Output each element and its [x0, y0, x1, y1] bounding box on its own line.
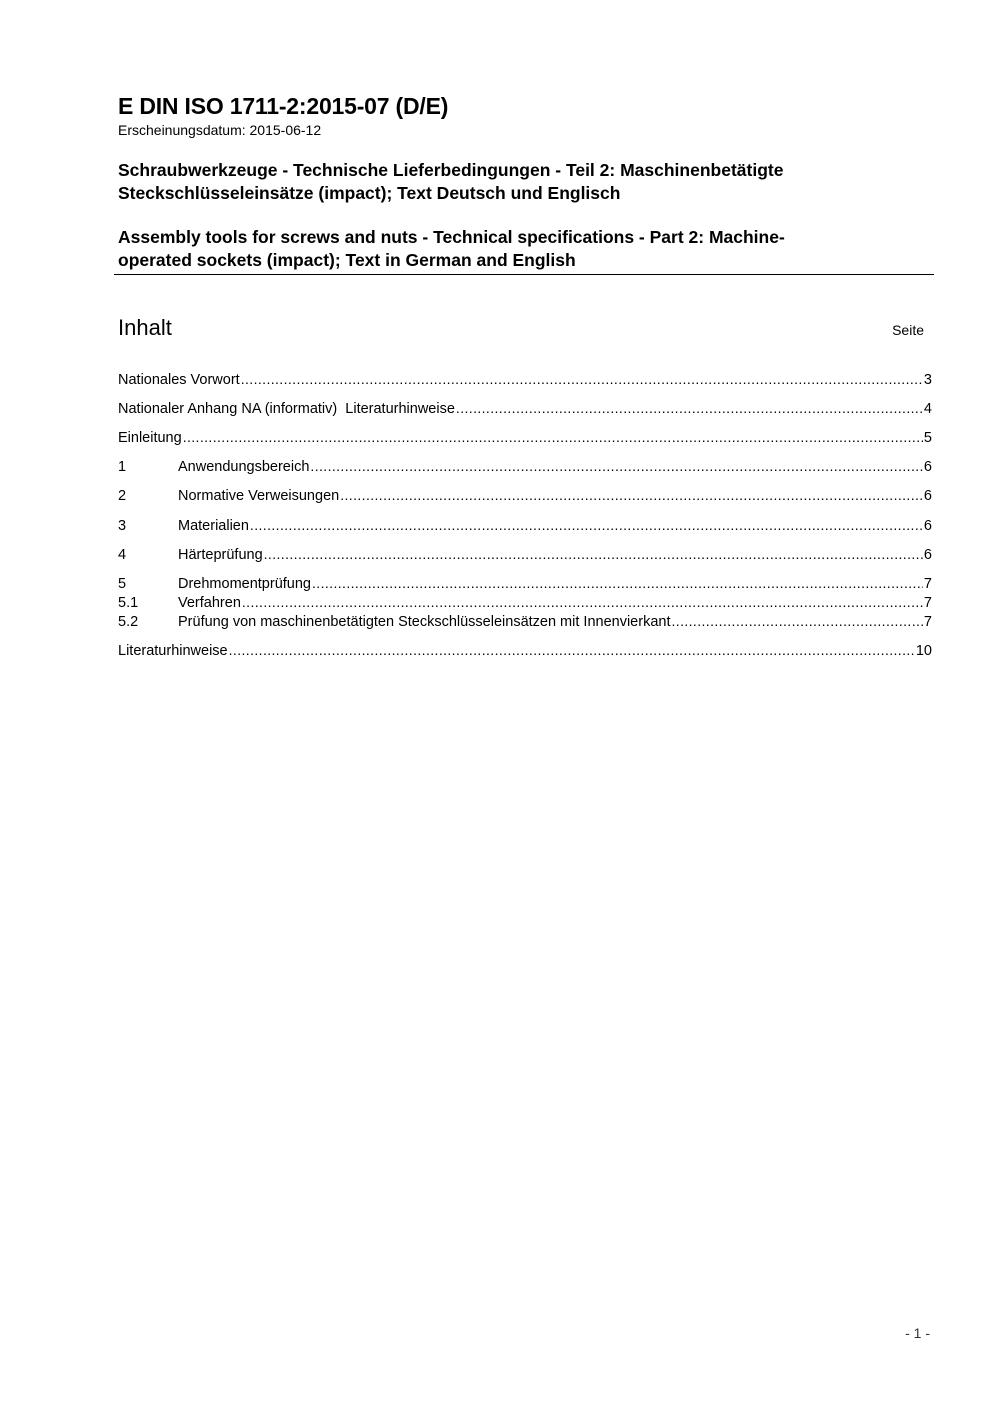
toc-entry[interactable]: [118, 612, 932, 631]
toc-leader-dots: [183, 428, 923, 447]
toc-entry-page: 7: [923, 576, 932, 592]
title-german: [118, 159, 908, 205]
toc-entry[interactable]: [118, 399, 932, 418]
toc-entry-page: 3: [923, 372, 932, 388]
toc-entry-page: 7: [923, 595, 932, 611]
toc-entry-number: 1: [118, 459, 127, 475]
toc-page-label: Seite: [892, 322, 924, 338]
toc-entry-page: 4: [923, 401, 932, 417]
toc-entry-page: 7: [923, 614, 932, 630]
toc-heading: Inhalt: [118, 315, 172, 340]
toc-entry-title: Verfahren: [178, 595, 241, 611]
toc-entry-title: Härteprüfung: [178, 547, 263, 563]
toc-entry-title: Drehmomentprüfung: [178, 576, 311, 592]
toc-entry-title: Einleitung: [118, 430, 182, 446]
toc-entry[interactable]: [118, 516, 932, 535]
toc-leader-dots: [241, 370, 923, 389]
toc-entry-title: Nationales Vorwort: [118, 372, 240, 388]
toc-entry[interactable]: [118, 486, 932, 505]
toc-leader-dots: [250, 516, 923, 535]
title-german-line: Steckschlüsseleinsätze (impact); Text Deutsch und Englisch: [118, 183, 621, 203]
toc-entry-number: 4: [118, 547, 127, 563]
toc-entry-title: Prüfung von maschinenbetätigten Steckschlüsseleinsätzen mit Innenvierkant: [178, 614, 671, 630]
toc-entry-page: 6: [923, 547, 932, 563]
toc-entry-title: Nationaler Anhang NA (informativ) Literaturhinweise: [118, 401, 455, 417]
toc-entry-page: 5: [923, 430, 932, 446]
toc-entry-page: 6: [923, 518, 932, 534]
toc-leader-dots: [229, 641, 915, 660]
header-divider: [114, 274, 934, 275]
toc-entry-number: 2: [118, 488, 127, 504]
publication-date: Erscheinungsdatum: 2015-06-12: [118, 122, 322, 138]
toc-entry[interactable]: [118, 641, 932, 660]
title-english: [118, 226, 908, 272]
toc-entry-page: 6: [923, 459, 932, 475]
toc-entry[interactable]: [118, 593, 932, 612]
toc-leader-dots: [456, 399, 923, 418]
title-german-line: Schraubwerkzeuge - Technische Lieferbedingungen - Teil 2: Maschinenbetätigte: [118, 160, 784, 180]
page-number: - 1 -: [905, 1325, 930, 1341]
title-english-line: operated sockets (impact); Text in German and English: [118, 250, 576, 270]
toc-entry[interactable]: [118, 428, 932, 447]
toc-entry[interactable]: [118, 457, 932, 476]
toc-entry[interactable]: [118, 574, 932, 593]
toc-entry-number: 3: [118, 518, 127, 534]
toc-leader-dots: [671, 612, 922, 631]
toc-leader-dots: [340, 486, 923, 505]
toc-entry-title: Normative Verweisungen: [178, 488, 340, 504]
toc-entry-number: 5: [118, 576, 127, 592]
document-header: [118, 92, 934, 272]
document-id: E DIN ISO 1711-2:2015-07 (D/E): [118, 93, 449, 119]
title-english-line: Assembly tools for screws and nuts - Technical specifications - Part 2: Machine-: [118, 227, 785, 247]
toc-entry-title: Anwendungsbereich: [178, 459, 310, 475]
toc-entry-number: 5.2: [118, 614, 139, 630]
toc-entry-title: Literaturhinweise: [118, 643, 228, 659]
toc-entry-page: 6: [923, 488, 932, 504]
toc-entry-title: Materialien: [178, 518, 249, 534]
toc-leader-dots: [242, 593, 923, 612]
toc-entry-page: 10: [915, 643, 932, 659]
toc-leader-dots: [312, 574, 923, 593]
toc-leader-dots: [264, 545, 923, 564]
toc-entry-number: 5.1: [118, 595, 139, 611]
toc-leader-dots: [310, 457, 923, 476]
toc-entry[interactable]: [118, 545, 932, 564]
toc-entry[interactable]: [118, 370, 932, 389]
